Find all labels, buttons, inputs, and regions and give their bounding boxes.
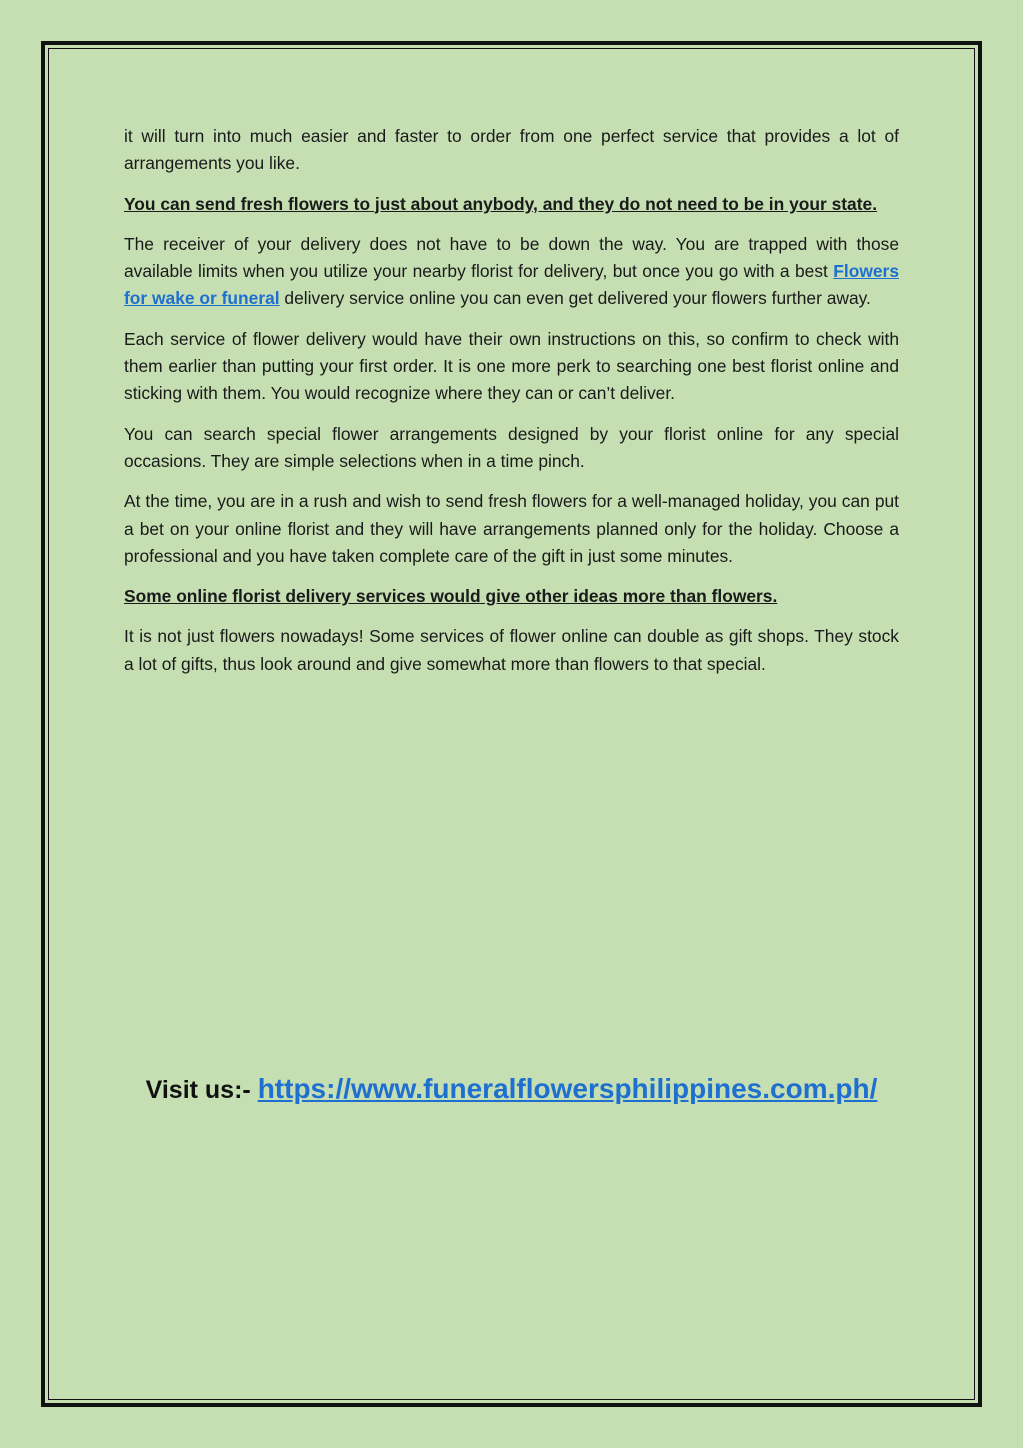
paragraph-receiver-text-start: The receiver of your delivery does not have to be down the way. You are trapped with those available limits when you utilize your nearby florist for delivery, but once you go with a best — [124, 233, 899, 282]
paragraph-instructions: Each service of flower delivery would have their own instructions on this, so confirm to check with them earlier than putting your first order. It is one more perk to searching one best florist online and sticking with them. You would recognize where they can or can’t deliver. — [124, 328, 899, 404]
paragraph-receiver-text-end: delivery service online you can even get delivered your flowers further away. — [279, 288, 871, 309]
paragraph-holiday: At the time, you are in a rush and wish to send fresh flowers for a well-managed holiday, you can put a bet on your online florist and they will have arrangements planned only for the holiday. Choose a professional and you have taken complete care of the gift in just some minutes. — [124, 491, 899, 566]
heading-send-anybody: You can send fresh flowers to just about anybody, and they do not need to be in your state. — [124, 193, 878, 214]
website-url-link[interactable]: https://www.funeralflowersphilippines.com.ph/ — [257, 1073, 878, 1104]
paragraph-special-arrangements: You can search special flower arrangements designed by your florist online for any special occasions. They are simple selections when in a time pinch. — [124, 423, 899, 471]
visit-us-line — [0, 1071, 1023, 1108]
heading-other-ideas: Some online florist delivery services would give other ideas more than flowers. — [124, 586, 778, 607]
visit-us-label: Visit us:- — [145, 1076, 258, 1104]
flowers-wake-funeral-link[interactable]: Flowers for wake or funeral — [124, 261, 899, 309]
paragraph-intro: it will turn into much easier and faster to order from one perfect service that provides a lot of arrangements you like. — [124, 126, 899, 174]
document-body — [124, 123, 899, 691]
paragraph-gift-shops: It is not just flowers nowadays! Some services of flower online can double as gift shops. They stock a lot of gifts, thus look around and give somewhat more than flowers to that special. — [124, 626, 899, 674]
paragraph-receiver — [124, 231, 899, 313]
